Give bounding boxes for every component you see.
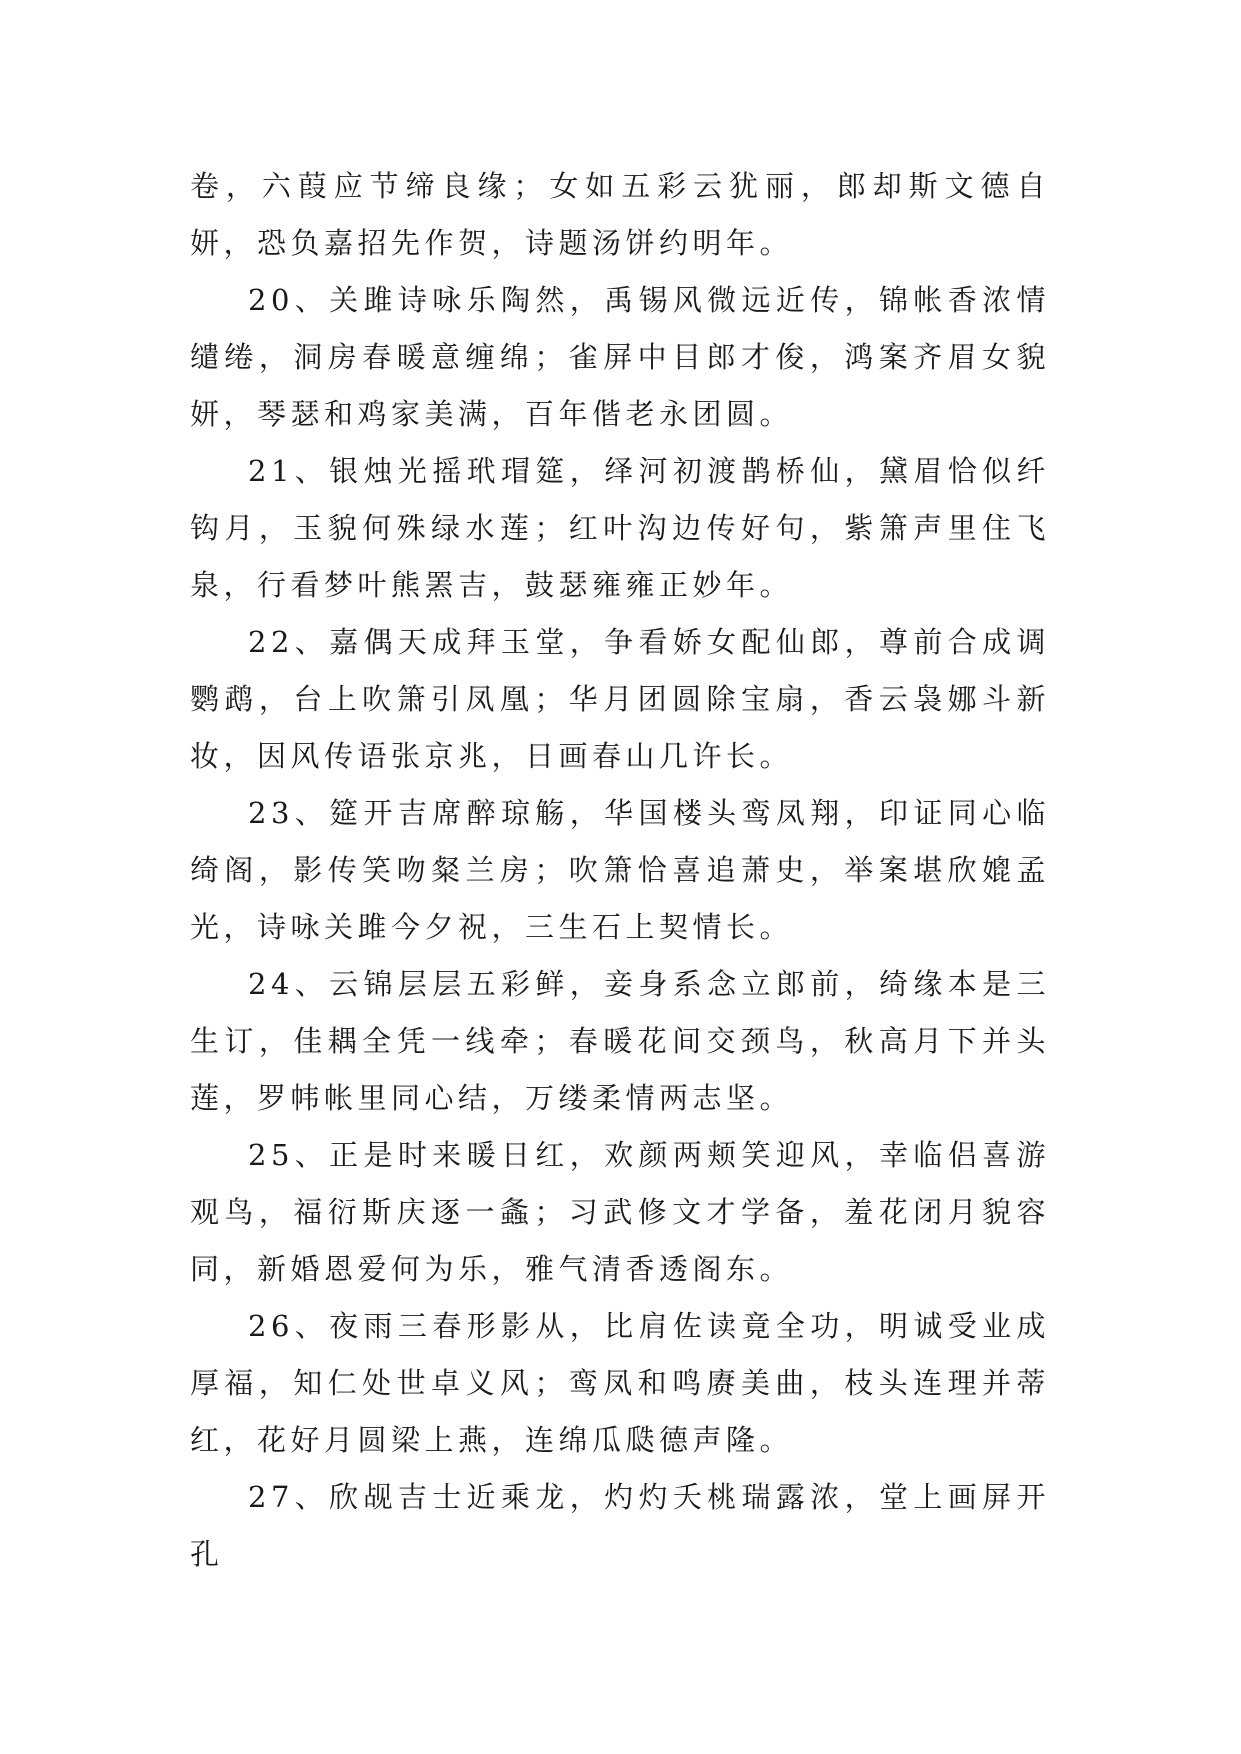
paragraph-poem-22: 22、嘉偶天成拜玉堂，争看娇女配仙郎，尊前合成调鹦鹉，台上吹箫引凤凰；华月团圆除宝扇，香云袅娜斗新妆，因风传语张京兆，日画春山几许长。	[190, 625, 1050, 773]
paragraph-poem-23: 23、筵开吉席醉琼觞，华国楼头鸾凤翔，印证同心临绮阁，影传笑吻粲兰房；吹箫恰喜追萧史，举案堪欣媲孟光，诗咏关雎今夕祝，三生石上契情长。	[190, 796, 1050, 944]
document-body	[190, 158, 1050, 1583]
paragraph-poem-24: 24、云锦层层五彩鲜，妾身系念立郎前，绮缘本是三生订，佳耦全凭一线牵；春暖花间交颈鸟，秋高月下并头莲，罗帏帐里同心结，万缕柔情两志坚。	[190, 967, 1050, 1115]
paragraph-poem-20: 20、关雎诗咏乐陶然，禹锡风微远近传，锦帐香浓情缱绻，洞房春暖意缠绵；雀屏中目郎才俊，鸿案齐眉女貌妍，琴瑟和鸡家美满，百年偕老永团圆。	[190, 283, 1050, 431]
paragraph-poem-21: 21、银烛光摇玳瑁筵，绎河初渡鹊桥仙，黛眉恰似纤钩月，玉貌何殊绿水莲；红叶沟边传好句，紫箫声里住飞泉，行看梦叶熊罴吉，鼓瑟雍雍正妙年。	[190, 454, 1050, 602]
paragraph-poem-25: 25、正是时来暖日红，欢颜两颊笑迎风，幸临侣喜游观鸟，福衍斯庆逐一螽；习武修文才学备，羞花闭月貌容同，新婚恩爱何为乐，雅气清香透阁东。	[190, 1138, 1050, 1286]
paragraph-continuation: 卷，六葭应节缔良缘；女如五彩云犹丽，郎却斯文德自妍，恐负嘉招先作贺，诗题汤饼约明年。	[190, 169, 1050, 260]
paragraph-poem-27: 27、欣觇吉士近乘龙，灼灼夭桃瑞露浓，堂上画屏开孔	[190, 1480, 1050, 1571]
paragraph-poem-26: 26、夜雨三春形影从，比肩佐读竟全功，明诚受业成厚福，知仁处世卓义风；鸾凤和鸣赓美曲，枝头连理并蒂红，花好月圆梁上燕，连绵瓜瓞德声隆。	[190, 1309, 1050, 1457]
